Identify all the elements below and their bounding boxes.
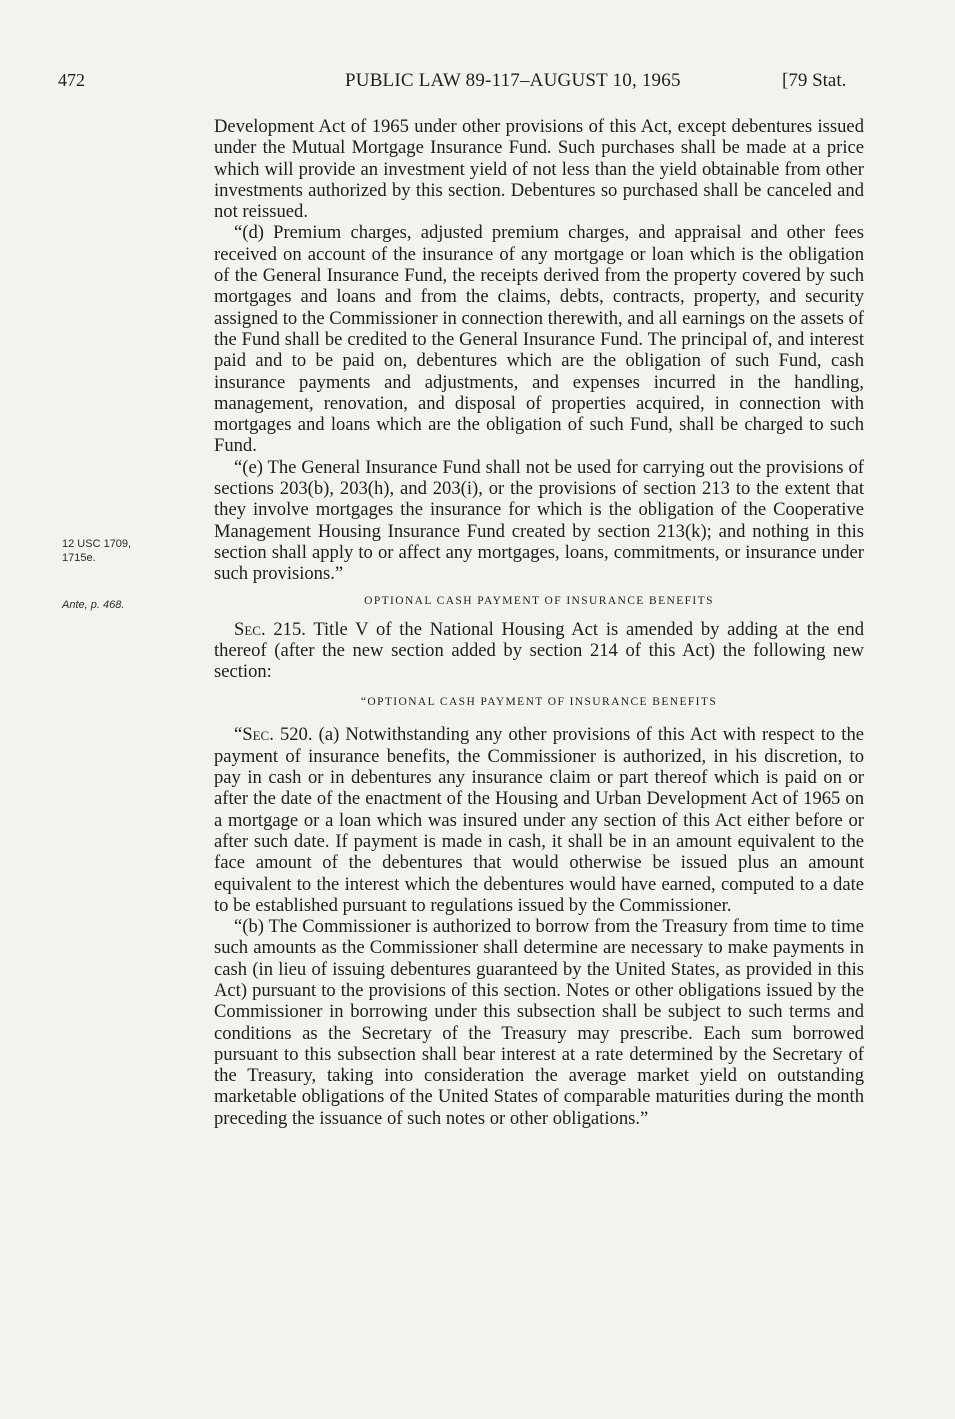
paragraph-subsection-d: “(d) Premium charges, adjusted premium charges, and appraisal and other fees received on account of the insurance of any mortgage or loan which is the obligation of the General Insurance Fund, the receipts derived from the property covered by such mortgages and loans and from the claims, debts, contracts, property, and security assigned to the Commissioner in connection therewith, and all earnings on the assets of the Fund shall be credited to the General Insurance Fund. The principal of, and interest paid and to be paid on, debentures which are the obligation of such Fund, cash insurance payments and adjustments, and expenses incurred in the handling, management, renovation, and disposal of properties acquired, in connection with mortgages and loans which are the obligation of such Fund, shall be charged to such Fund. [214,222,864,457]
page-header [0,70,955,100]
document-body [214,116,864,1129]
new-section-heading: “OPTIONAL CASH PAYMENT OF INSURANCE BENEFITS [360,696,718,709]
paragraph-continuation: Development Act of 1965 under other provisions of this Act, except debentures issued under the Mutual Mortgage Insurance Fund. Such purchases shall be made at a price which will provide an investment yield of not less than the yield obtainable from other investments authorized by this section. Debentures so purchased shall be canceled and not reissued. [214,116,864,223]
paragraph-sec-520-a [214,724,864,916]
paragraph-sec-520-b: “(b) The Commissioner is authorized to borrow from the Treasury from time to time such amounts as the Commissioner shall determine are necessary to make payments in cash (in lieu of issuing debentures guaranteed by the United States, as provided in this Act) pursuant to the provisions of this section. Notes or other obligations issued by the Commissioner in borrowing under this subsection shall be subject to such terms and conditions as the Secretary of the Treasury may prescribe. Each sum borrowed pursuant to this subsection shall bear interest at a rate determined by the Secretary of the Treasury, taking into consideration the average market yield on outstanding marketable obligations of the United States of comparable maturities during the month preceding the issuance of such notes or other obligations.” [214,916,864,1129]
margin-citation-line2: 1715e. [62,552,96,564]
margin-citation-usc [62,537,131,565]
margin-citation-line1: 12 USC 1709, [62,538,132,550]
paragraph-text: Title V of the National Housing Act is amended by adding at the end thereof (after the new section added by section 214 of this Act) the following new section: [214,618,865,683]
paragraph-text: (a) Notwithstanding any other provisions of this Act with respect to the payment of insurance benefits, the Commissioner is authorized, in his discretion, to pay in cash or in debentures any insurance claim or part thereof which is paid on or after the date of the enactment of the Housing and Urban Development Act of 1965 on a mortgage or a loan which was insured under any section of this Act either before or after such date. If payment is made in cash, it shall be in an amount equivalent to the face amount of the debentures that would otherwise be issued plus an amount equivalent to the interest which the debentures would have earned, computed to a date to be established pursuant to regulations issued by the Commissioner. [214,724,864,916]
page-number: 472 [58,70,85,90]
margin-citation-ante: Ante, p. 468. [62,599,125,611]
paragraph-subsection-e: “(e) The General Insurance Fund shall not be used for carrying out the provisions of sections 203(b), 203(h), and 203(i), or the provisions of section 213 to the extent that they involve mortgages the insurance for which is the obligation of the Cooperative Management Housing Insurance Fund created by section 213(k); and nothing in this section shall apply to or affect any mortgages, loans, commitments, or insurance under such provisions.” [214,456,864,585]
paragraph-sec-215 [214,619,864,683]
section-label: Sec. 215. [234,618,306,640]
running-title: PUBLIC LAW 89-117–AUGUST 10, 1965 [345,70,681,91]
stat-reference: [79 Stat. [782,70,847,91]
section-label: “Sec. 520. [234,724,313,746]
section-heading: OPTIONAL CASH PAYMENT OF INSURANCE BENEFITS [364,594,714,607]
